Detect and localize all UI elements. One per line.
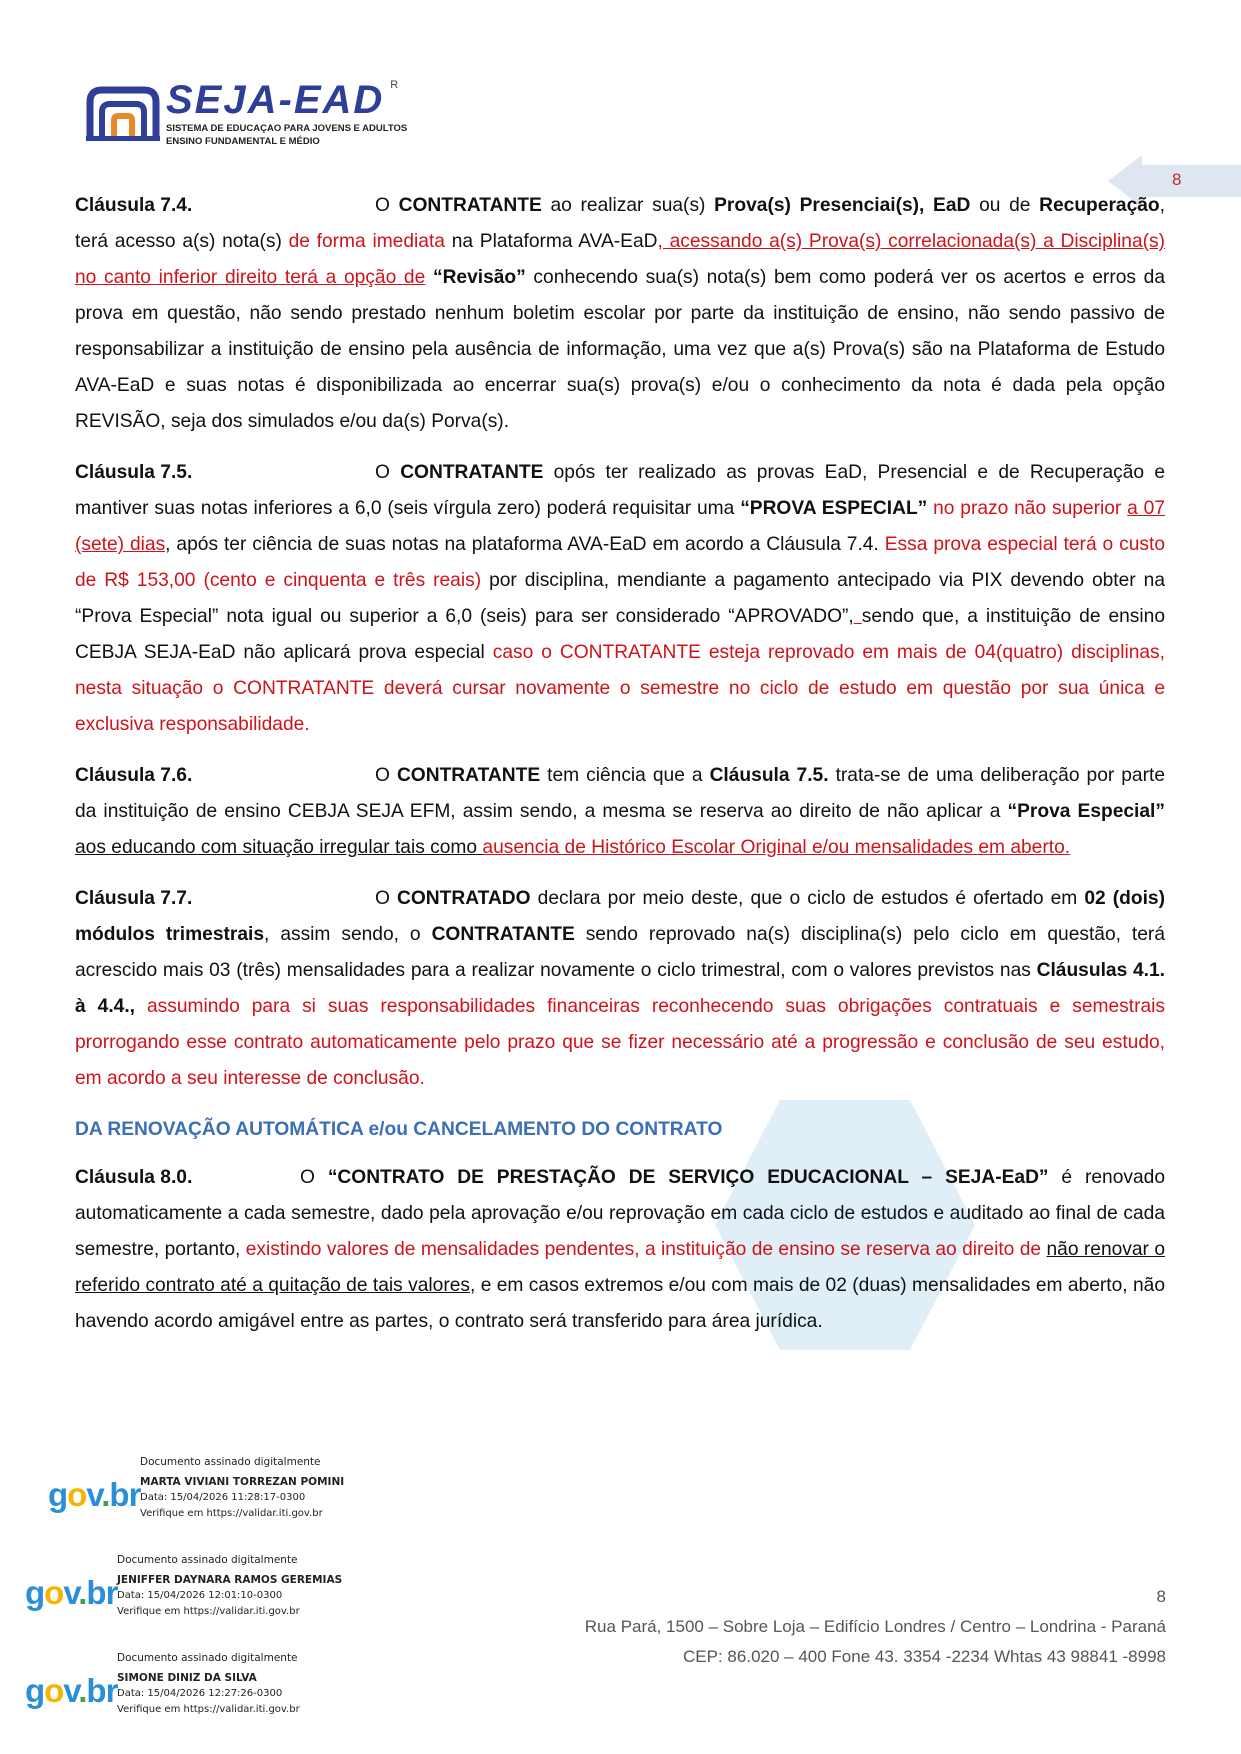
text: ou de xyxy=(970,195,1040,216)
text: , assim sendo, o xyxy=(264,924,432,945)
signer-name: JENIFFER DAYNARA RAMOS GEREMIAS xyxy=(117,1574,343,1586)
text-bold: CONTRATANTE xyxy=(396,765,541,786)
text-red-underlined: , acessando a(s) Prova(s) correlacionada(s) a Disciplina(s) no canto inferior direito terá a opção de xyxy=(75,231,1165,288)
clause-label: Cláusula 8.0. xyxy=(75,1167,193,1188)
text-red: existindo valores de mensalidades pendentes, a instituição de ensino se reserva ao direito de xyxy=(245,1239,1042,1260)
logo-subtitle-2: ENSINO FUNDAMENTAL E MÉDIO xyxy=(166,136,320,147)
logo-title-row xyxy=(166,78,486,122)
gov-br-logo: gov.br xyxy=(25,1672,118,1709)
text: é renovado automaticamente a cada semestre, dado pela aprovação e/ou reprovação em cada ciclo de estudos e auditado ao final de cada semestre, portanto, xyxy=(75,1167,1166,1260)
text-bold: “Revisão” xyxy=(432,267,526,288)
section-title: DA RENOVAÇÃO AUTOMÁTICA e/ou CANCELAMENTO DO CONTRATO xyxy=(75,1119,723,1140)
text-bold: CONTRATANTE xyxy=(400,462,544,483)
text: conhecendo sua(s) nota(s) bem como poderá ver os acertos e erros da prova em questão, não sendo prestado nenhum boletim escolar por parte da instituição de ensino, não sendo passivo de responsabilizar a instituição de ensino pela ausência de informação, uma vez que a(s) Prova(s) são na Plataforma de Estudo AVA-EaD e suas notas é disponibilizada ao encerrar sua(s) prova(s) e/ou o conhecimento da nota é dada pela opção REVISÃO, seja dos simulados e/ou da(s) Porva(s). xyxy=(75,267,1165,432)
footer-address: Rua Pará, 1500 – Sobre Loja – Edifício Londres / Centro – Londrina - Paraná xyxy=(584,1617,1166,1636)
text-red: caso o CONTRATANTE esteja reprovado em mais de 04(quatro) disciplinas, nesta situação o CONTRATANTE deverá cursar novamente o semestre no ciclo de estudo em questão por sua única e exclusiva responsabilidade. xyxy=(75,642,1165,735)
signature-heading: Documento assinado digitalmente xyxy=(140,1456,321,1468)
clause-label: Cláusula 7.5. xyxy=(75,462,193,483)
signature-heading: Documento assinado digitalmente xyxy=(117,1554,298,1566)
logo-subtitle-1: SISTEMA DE EDUCAÇAO PARA JOVENS E ADULTOS xyxy=(166,123,408,134)
signature-date: Data: 15/04/2026 11:28:17-0300 xyxy=(140,1492,306,1503)
registered-mark: R xyxy=(390,79,399,91)
text-red: assumindo para si suas responsabilidades financeiras reconhecendo suas obrigações contratuais e semestrais prorrogando esse contrato automaticamente pelo prazo que se fizer necessário até a progressão e conclusão de seu estudo, em acordo a seu interesse de conclusão. xyxy=(75,996,1165,1089)
text-bold: Cláusulas 4.1. à 4.4., xyxy=(75,960,1165,1017)
signature-text xyxy=(117,1651,300,1717)
signature-text xyxy=(140,1455,344,1521)
text-bold: Prova(s) Presenciai(s), EaD xyxy=(714,195,971,216)
footer-contact: CEP: 86.020 – 400 Fone 43. 3354 -2234 Whtas 43 98841 -8998 xyxy=(683,1647,1166,1666)
text: O xyxy=(375,765,397,786)
text: sendo reprovado na(s) disciplina(s) pelo ciclo em questão, terá acrescido mais 03 (três) mensalidades para a realizar novamente o ciclo trimestral, com o valores previstos nas xyxy=(75,924,1165,981)
footer xyxy=(426,1582,1166,1672)
text-red-underlined xyxy=(854,606,862,627)
signatures-column xyxy=(25,1455,355,1749)
clause-label: Cláusula 7.6. xyxy=(75,765,193,786)
signature-date: Data: 15/04/2026 12:27:26-0300 xyxy=(117,1688,283,1699)
digital-signature-1 xyxy=(48,1455,355,1547)
footer-page-number: 8 xyxy=(1156,1587,1166,1606)
clause-7-6 xyxy=(75,758,1165,866)
text: ao realizar sua(s) xyxy=(541,195,715,216)
text: por disciplina, mendiante a pagamento antecipado via PIX devendo obter na “Prova Especial” nota igual ou superior a 6,0 (seis) para ser considerado “APROVADO”, xyxy=(75,570,1165,627)
signer-name: SIMONE DINIZ DA SILVA xyxy=(117,1672,257,1684)
text: O xyxy=(300,1167,328,1188)
logo-text-block xyxy=(166,78,486,148)
text-red-underlined: ausencia de Histórico Escolar Original e/ou mensalidades em aberto. xyxy=(482,837,1071,858)
text: O xyxy=(375,195,399,216)
clause-label: Cláusula 7.7. xyxy=(75,888,193,909)
verify-link[interactable]: Verifique em https://validar.iti.gov.br xyxy=(117,1606,300,1617)
signature-date: Data: 15/04/2026 12:01:10-0300 xyxy=(117,1590,283,1601)
text-red: de forma imediata xyxy=(288,231,445,252)
clause-label: Cláusula 7.4. xyxy=(75,195,193,216)
page-tab-number: 8 xyxy=(1172,170,1182,189)
text: opós ter realizado as provas EaD, Presencial e de Recuperação e mantiver suas notas inferiores a 6,0 (seis vírgula zero) poderá requisitar uma xyxy=(75,462,1165,519)
signature-heading: Documento assinado digitalmente xyxy=(117,1652,298,1664)
text-underlined: não renovar o referido contrato até a quitação de tais valores, xyxy=(75,1239,1165,1296)
seja-ead-logo xyxy=(86,78,486,154)
text xyxy=(425,267,433,288)
text-red-underlined: a 07 (sete) dias xyxy=(75,498,1166,555)
signer-name: MARTA VIVIANI TORREZAN POMINI xyxy=(140,1476,345,1488)
clause-7-4 xyxy=(75,188,1165,440)
text-red: Essa prova especial terá o custo de R$ 153,00 (cento e cinquenta e três reais) xyxy=(75,534,1165,591)
clause-7-7 xyxy=(75,881,1165,1097)
text-bold: Recuperação xyxy=(1039,195,1160,216)
document-body xyxy=(75,188,1165,1355)
text: declara por meio deste, que o ciclo de estudos é ofertado em xyxy=(530,888,1085,909)
verify-link[interactable]: Verifique em https://validar.iti.gov.br xyxy=(117,1704,300,1715)
clause-7-5 xyxy=(75,455,1165,743)
text: e em casos extremos e/ou com mais de 02 (duas) mensalidades em aberto, não havendo acordo amigável entre as partes, o contrato será transferido para área jurídica. xyxy=(75,1275,1165,1332)
signature-text xyxy=(117,1553,342,1619)
digital-signature-3 xyxy=(25,1651,355,1743)
clause-8-0 xyxy=(75,1160,1165,1340)
text: tem ciência que a xyxy=(540,765,710,786)
logo-title: SEJA-EAD xyxy=(166,78,385,122)
text: trata-se de uma deliberação por parte da instituição de ensino CEBJA SEJA EFM, assim sendo, a mesma se reserva ao direito de não aplicar a xyxy=(75,765,1165,822)
text: O xyxy=(375,462,401,483)
text-bold: CONTRATADO xyxy=(397,888,531,909)
text-bold: CONTRATANTE xyxy=(431,924,575,945)
logo-mark-icon xyxy=(86,84,160,142)
text-bold: “PROVA ESPECIAL” xyxy=(740,498,928,519)
digital-signature-2 xyxy=(25,1553,355,1645)
gov-br-logo: gov.br xyxy=(48,1476,141,1513)
text-bold: “CONTRATO DE PRESTAÇÃO DE SERVIÇO EDUCACIONAL – SEJA-EaD” xyxy=(327,1167,1049,1188)
text: , terá acesso a(s) nota(s) xyxy=(75,195,1165,252)
verify-link[interactable]: Verifique em https://validar.iti.gov.br xyxy=(140,1508,323,1519)
text-bold: 02 (dois) módulos trimestrais xyxy=(75,888,1165,945)
text-bold: CONTRATANTE xyxy=(398,195,542,216)
text-bold: “Prova Especial” xyxy=(1007,801,1165,822)
text: sendo que, a instituição de ensino CEBJA SEJA-EaD não aplicará prova especial xyxy=(75,606,1166,663)
text: , após ter ciência de suas notas na plataforma AVA-EaD em acordo a Cláusula 7.4. xyxy=(165,534,885,555)
gov-br-logo: gov.br xyxy=(25,1574,118,1611)
text-underlined: aos educando com situação irregular tais como xyxy=(75,837,483,858)
text: na Plataforma AVA-EaD xyxy=(444,231,658,252)
text-red: no prazo não superior xyxy=(927,498,1128,519)
text-bold: Cláusula 7.5. xyxy=(709,765,829,786)
text: O xyxy=(375,888,397,909)
